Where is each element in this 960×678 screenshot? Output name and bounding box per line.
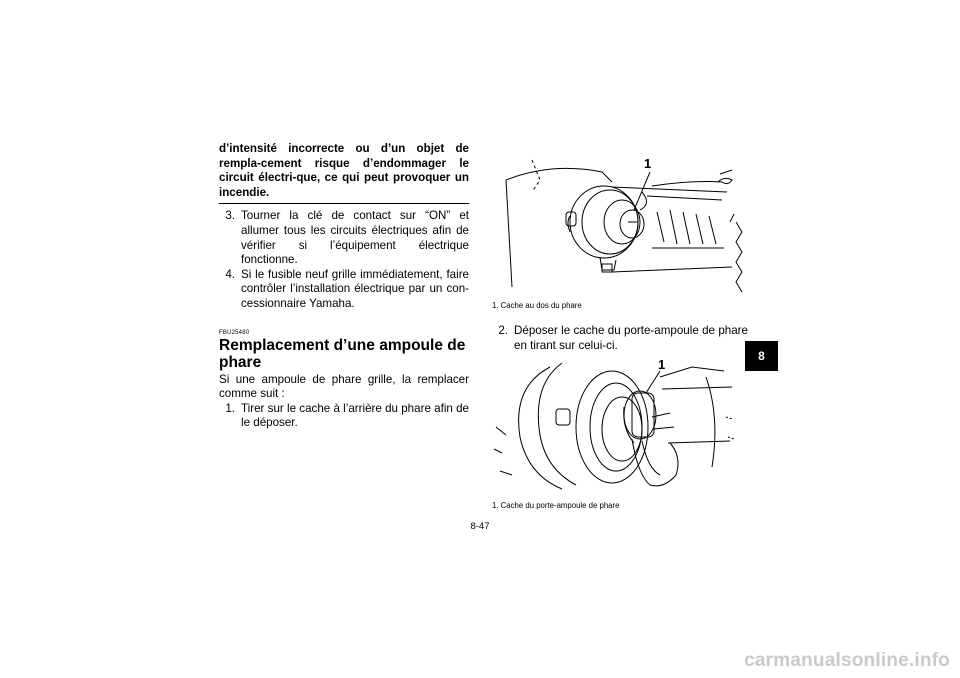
figure-caption: 1. Cache au dos du phare — [492, 301, 582, 310]
bulb-holder-illustration — [492, 357, 748, 497]
step-number: 2. — [498, 324, 508, 337]
step-text: Déposer le cache du porte-ampoule de phare en tirant sur celui-ci. — [514, 324, 748, 352]
step-item — [492, 324, 748, 353]
section-heading: Remplacement d’une ampoule de phare — [219, 336, 466, 371]
headlight-rear-cover-figure — [492, 152, 748, 297]
step-text: Tirer sur le cache à l’arrière du phare afin de le déposer. — [241, 401, 469, 430]
step-number: 1. — [225, 401, 235, 415]
figure-caption: 1. Cache du porte-ampoule de phare — [492, 501, 620, 511]
step-list — [492, 324, 748, 353]
step-number: 4. — [225, 267, 235, 281]
callout-number: 1 — [658, 357, 666, 373]
step-item — [219, 268, 469, 312]
step-number: 3. — [225, 209, 235, 223]
headlight-rear-illustration — [492, 152, 748, 297]
chapter-tab: 8 — [745, 341, 778, 371]
step-text: Si le fusible neuf grille immédiatement, faire contrôler l’installation électrique par un con-cessionnaire Yamaha. — [241, 267, 469, 310]
warning-text: d’intensité incorrecte ou d’un objet de rempla-cement risque d’endommager le circuit électri-que, ce qui peut provoquer un incendie. — [219, 142, 469, 204]
step-item — [219, 209, 469, 267]
step-text: Tourner la clé de contact sur “ON” et allumer tous les circuits électriques afin de vérifier si l’équipement électrique fonctionne. — [241, 209, 469, 267]
bulb-holder-cover-figure — [492, 357, 748, 497]
step-item — [219, 402, 469, 431]
page-number: 8-47 — [470, 521, 490, 532]
step-list — [219, 209, 469, 311]
right-column — [492, 152, 748, 510]
callout-number: 1 — [644, 156, 652, 171]
intro-paragraph: Si une ampoule de phare grille, la remplacer comme suit : — [219, 372, 469, 401]
watermark: carmanualsonline.info — [744, 650, 950, 671]
section-code: FBU25480 — [219, 329, 250, 336]
left-column — [219, 142, 469, 431]
